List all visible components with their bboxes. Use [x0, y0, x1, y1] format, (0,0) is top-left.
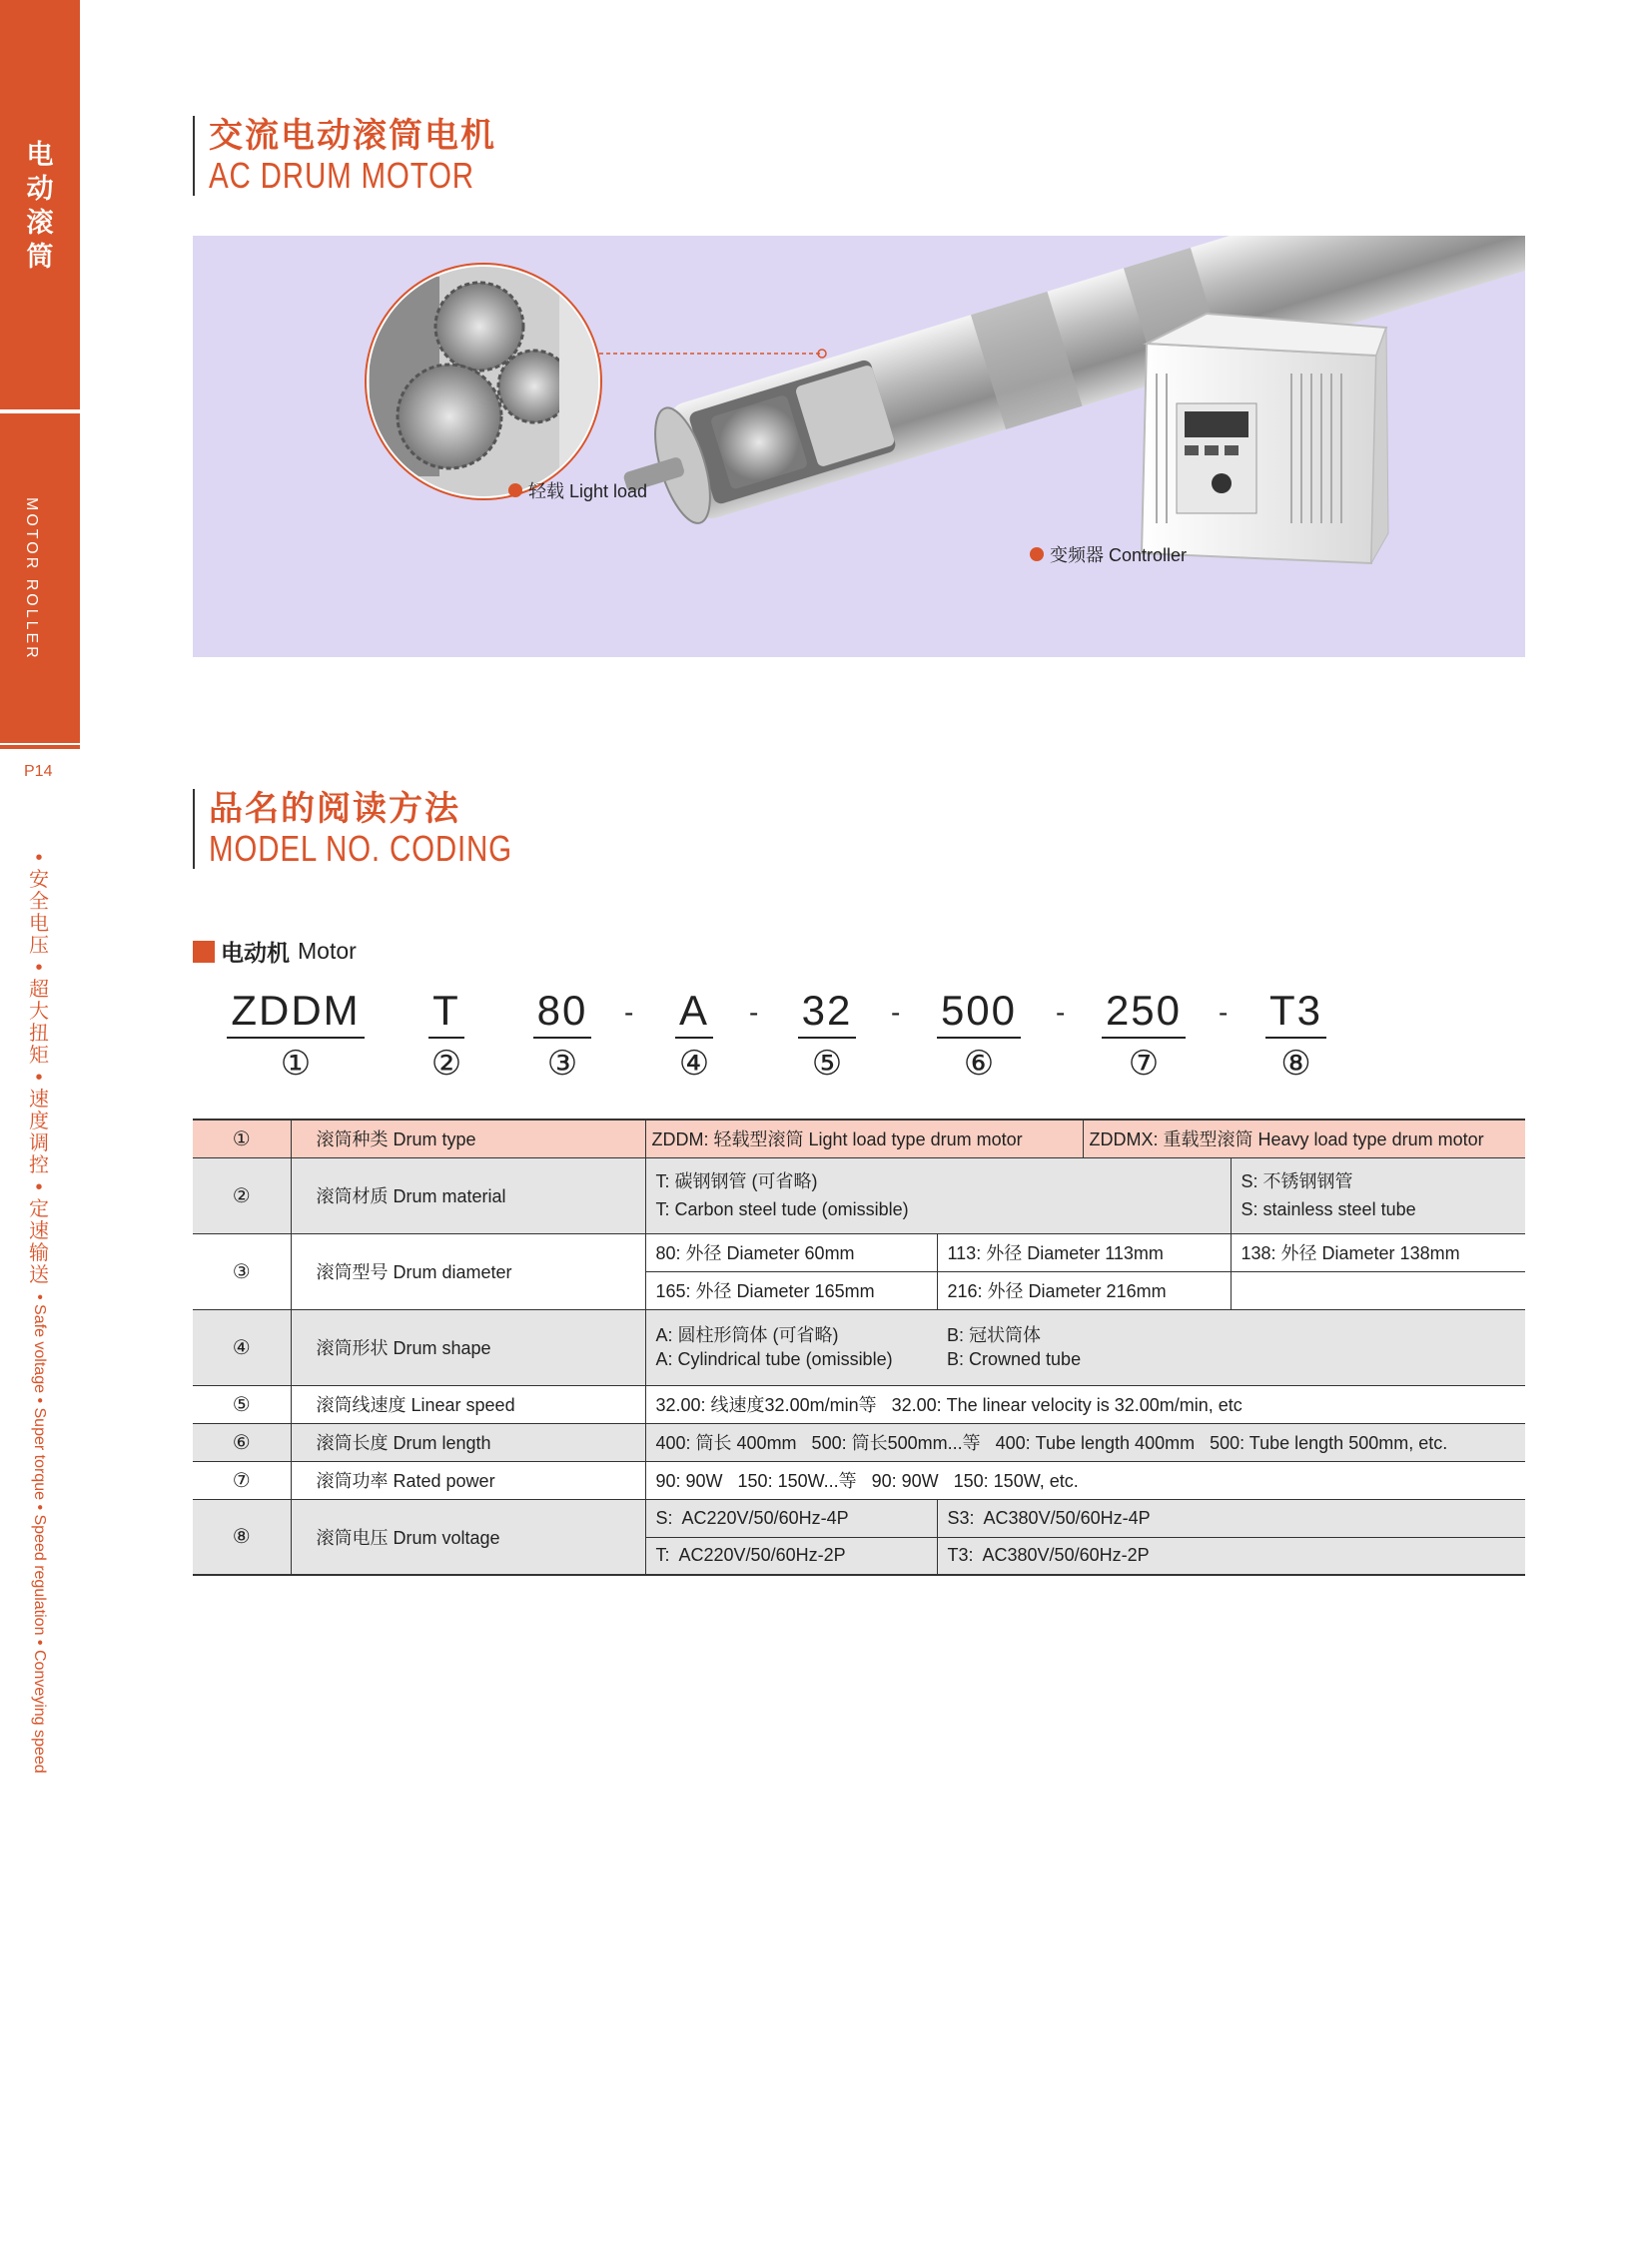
- table-cell: [1231, 1157, 1525, 1233]
- code-segment-text: T: [428, 987, 464, 1039]
- row-index: ⑤: [193, 1385, 291, 1423]
- code-segment-text: A: [675, 987, 713, 1039]
- sidebar-category-cn: 电动滚筒: [26, 140, 54, 272]
- code-segment-number: ⑦: [1128, 1045, 1160, 1083]
- table-row: [193, 1423, 1525, 1461]
- table-cell: 90: 90W 150: 150W...等 90: 90W 150: 150W, etc.: [645, 1461, 1525, 1499]
- callout-controller: [1030, 541, 1187, 567]
- section-heading-model-coding: [193, 789, 579, 869]
- callout-dot-icon: [1030, 547, 1044, 561]
- table-cell: [1231, 1271, 1525, 1309]
- table-cell: 216: 外径 Diameter 216mm: [937, 1271, 1231, 1309]
- code-separator: -: [891, 997, 901, 1028]
- row-index: ⑧: [193, 1499, 291, 1575]
- code-separator: -: [1219, 997, 1229, 1028]
- product-illustration: [193, 236, 1525, 657]
- code-segment-text: 250: [1102, 987, 1186, 1039]
- table-row: [193, 1233, 1525, 1271]
- table-cell: 165: 外径 Diameter 165mm: [645, 1271, 937, 1309]
- row-index: ⑥: [193, 1423, 291, 1461]
- code-separator: -: [1056, 997, 1066, 1028]
- cell-line: T: 碳钢钢管 (可省略): [655, 1171, 818, 1191]
- table-cell: 32.00: 线速度32.00m/min等 32.00: The linear velocity is 32.00m/min, etc: [645, 1385, 1525, 1423]
- row-name: 滚筒形状 Drum shape: [291, 1309, 645, 1385]
- code-segment-number: ⑤: [811, 1045, 843, 1083]
- sidebar-bottom-band: [0, 413, 80, 743]
- section-title-cn: 品名的阅读方法: [209, 790, 460, 828]
- subheading-cn: 电动机: [221, 940, 290, 966]
- table-cell: S3: AC380V/50/60Hz-4P: [937, 1499, 1525, 1537]
- code-segment: [527, 987, 597, 1087]
- code-segment: [412, 987, 481, 1087]
- callout-light-load: [508, 477, 647, 503]
- table-row: [193, 1120, 1525, 1157]
- feature-cn-item: •定速输送: [29, 1176, 49, 1286]
- code-segment: [659, 987, 729, 1087]
- table-row: [193, 1385, 1525, 1423]
- section-heading-ac-drum-motor: [193, 116, 532, 196]
- section-title-cn: 交流电动滚筒电机: [209, 117, 496, 155]
- gear-zoom-inset: [360, 264, 619, 506]
- table-row: [193, 1157, 1525, 1233]
- sidebar-rule: [0, 745, 80, 749]
- code-separator: -: [624, 997, 634, 1028]
- callout-dot-icon: [508, 483, 522, 497]
- row-index: ④: [193, 1309, 291, 1385]
- code-segment-number: ⑥: [963, 1045, 995, 1083]
- table-cell: [645, 1157, 1231, 1233]
- table-cell: 400: 筒长 400mm 500: 筒长500mm...等 400: Tube length 400mm 500: Tube length 500mm, etc.: [645, 1423, 1525, 1461]
- subheading-en: Motor: [298, 938, 357, 964]
- feature-cn-item: •超大扭矩: [29, 957, 49, 1067]
- sidebar-category-en: MOTOR ROLLER: [23, 497, 40, 661]
- row-index: ②: [193, 1157, 291, 1233]
- cell-line: B: 冠状筒体: [947, 1325, 1042, 1345]
- code-segment: [787, 987, 867, 1087]
- callout-light-load-label: 轻载 Light load: [528, 481, 648, 501]
- code-segment-number: ④: [678, 1045, 710, 1083]
- code-segment-text: 500: [937, 987, 1021, 1039]
- model-code-line: [0, 987, 1652, 1097]
- table-cell: 80: 外径 Diameter 60mm: [645, 1233, 937, 1271]
- code-separator: -: [749, 997, 759, 1028]
- table-row: [193, 1309, 1525, 1385]
- product-image-panel: [193, 236, 1525, 657]
- model-coding-table: [193, 1119, 1525, 1576]
- row-name: 滚筒材质 Drum material: [291, 1157, 645, 1233]
- feature-cn-item: •安全电压: [29, 847, 49, 957]
- row-name: 滚筒线速度 Linear speed: [291, 1385, 645, 1423]
- cell-line: A: 圆柱形筒体 (可省略): [655, 1325, 839, 1345]
- cell-line: S: stainless steel tube: [1240, 1199, 1416, 1219]
- cell-line: A: Cylindrical tube (omissible): [655, 1349, 893, 1369]
- table-cell: T: AC220V/50/60Hz-2P: [645, 1537, 937, 1575]
- code-segment: [1094, 987, 1194, 1087]
- row-name: 滚筒长度 Drum length: [291, 1423, 645, 1461]
- table-cell: S: AC220V/50/60Hz-4P: [645, 1499, 937, 1537]
- subheading-motor: [193, 935, 357, 968]
- cell-line: T: Carbon steel tude (omissible): [655, 1199, 909, 1219]
- table-cell: [645, 1309, 937, 1385]
- row-name: 滚筒种类 Drum type: [291, 1120, 645, 1157]
- table-cell: 138: 外径 Diameter 138mm: [1231, 1233, 1525, 1271]
- table-cell: T3: AC380V/50/60Hz-2P: [937, 1537, 1525, 1575]
- table-cell: ZDDMX: 重载型滚筒 Heavy load type drum motor: [1083, 1120, 1525, 1157]
- code-segment-number: ①: [280, 1045, 312, 1083]
- code-segment-text: T3: [1265, 987, 1326, 1039]
- code-segment-text: ZDDM: [227, 987, 364, 1039]
- row-index: ③: [193, 1233, 291, 1309]
- row-name: 滚筒电压 Drum voltage: [291, 1499, 645, 1575]
- table-cell: 113: 外径 Diameter 113mm: [937, 1233, 1231, 1271]
- callout-controller-label: 变频器 Controller: [1050, 545, 1188, 565]
- code-segment-number: ③: [546, 1045, 578, 1083]
- cell-line: B: Crowned tube: [947, 1349, 1082, 1369]
- section-title-en: MODEL NO. CODING: [209, 828, 512, 869]
- table-row: [193, 1461, 1525, 1499]
- section-title-en: AC DRUM MOTOR: [209, 155, 474, 196]
- code-segment-text: 80: [533, 987, 592, 1039]
- code-segment-number: ⑧: [1280, 1045, 1311, 1083]
- controller-device: [1142, 314, 1388, 563]
- square-bullet-icon: [193, 941, 215, 963]
- code-segment: [1253, 987, 1338, 1087]
- code-segment: [226, 987, 366, 1087]
- code-segment-number: ②: [430, 1045, 462, 1083]
- row-index: ⑦: [193, 1461, 291, 1499]
- code-segment-text: 32: [798, 987, 857, 1039]
- table-cell: ZDDM: 轻载型滚筒 Light load type drum motor: [645, 1120, 1083, 1157]
- table-row: [193, 1499, 1525, 1537]
- row-name: 滚筒功率 Rated power: [291, 1461, 645, 1499]
- feature-cn-item: •速度调控: [29, 1067, 49, 1176]
- cell-line: S: 不锈钢钢管: [1240, 1171, 1353, 1191]
- row-name: 滚筒型号 Drum diameter: [291, 1233, 645, 1309]
- sidebar-features-en: • Safe voltage • Super torque • Speed regulation • Conveying speed: [31, 1294, 48, 1774]
- code-segment: [929, 987, 1029, 1087]
- table-cell: [937, 1309, 1525, 1385]
- page-number: P14: [24, 763, 53, 780]
- row-index: ①: [193, 1120, 291, 1157]
